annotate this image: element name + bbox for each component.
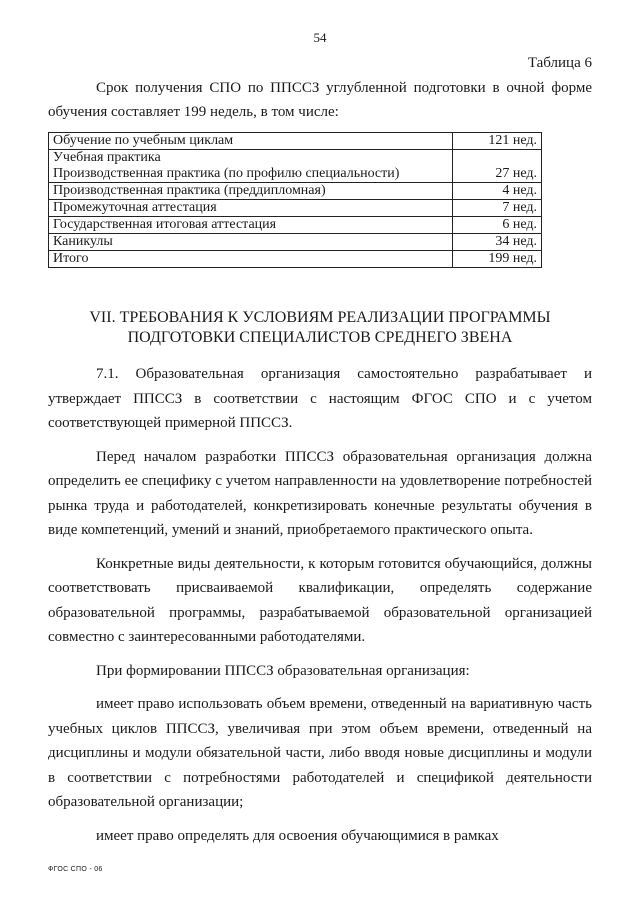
paragraph: При формировании ППССЗ образовательная организация: <box>96 662 470 679</box>
paragraph: Конкретные виды деятельности, к которым готовится обучающийся, должны соответствовать присваиваемой квалификации, определять содержание образовательной программы, разрабатываемой образовательной организацией совместно с заинтересованными работодателями. <box>48 555 592 645</box>
row-label-line: Производственная практика (по профилю специальности) <box>53 166 400 181</box>
row-label: Производственная практика (преддипломная) <box>49 183 453 200</box>
body-text <box>48 362 592 857</box>
row-value: 121 нед. <box>453 133 542 150</box>
row-label: Итого <box>49 251 453 268</box>
table-caption: Таблица 6 <box>527 55 592 71</box>
paragraph: Перед началом разработки ППССЗ образовательная организация должна определить ее специфику с учетом направленности на удовлетворение потребностей рынка труда и работодателей, конкретизировать конечные результаты обучения в виде компетенций, умений и знаний, приобретаемого практического опыта. <box>48 448 592 538</box>
row-value: 34 нед. <box>453 234 542 251</box>
row-label: Государственная итоговая аттестация <box>49 217 453 234</box>
row-label <box>49 150 453 183</box>
row-label: Промежуточная аттестация <box>49 200 453 217</box>
intro-paragraph: Срок получения СПО по ППССЗ углубленной подготовки в очной форме обучения составляет 199 недель, в том числе: <box>48 80 592 120</box>
row-value: 6 нед. <box>453 217 542 234</box>
paragraph: 7.1. Образовательная организация самостоятельно разрабатывает и утверждает ППССЗ в соответствии с настоящим ФГОС СПО и с учетом соответствующей примерной ППССЗ. <box>48 366 592 431</box>
table-row <box>49 234 542 251</box>
row-label: Каникулы <box>49 234 453 251</box>
row-value: 27 нед. <box>453 150 542 183</box>
table-row <box>49 183 542 200</box>
row-value: 7 нед. <box>453 200 542 217</box>
document-footer: ФГОС СПО - 06 <box>48 866 103 873</box>
study-schedule-table <box>48 132 542 268</box>
row-label: Обучение по учебным циклам <box>49 133 453 150</box>
paragraph: имеет право использовать объем времени, отведенный на вариативную часть учебных циклов ППССЗ, увеличивая при этом объем времени, отведенный на дисциплины и модули обязательной части, либо вводя новые дисциплины и модули в соответствии с потребностями работодателей и спецификой деятельности образовательной организации; <box>48 696 592 810</box>
row-label-line: Учебная практика <box>53 150 161 165</box>
table-row <box>49 150 542 183</box>
paragraph: имеет право определять для освоения обучающимися в рамках <box>96 827 499 844</box>
row-value: 4 нед. <box>453 183 542 200</box>
table-row <box>49 133 542 150</box>
table-row <box>49 200 542 217</box>
row-value: 199 нед. <box>453 251 542 268</box>
table-row <box>49 217 542 234</box>
table-row <box>49 251 542 268</box>
page-number: 54 <box>313 30 327 45</box>
section-heading: VII. ТРЕБОВАНИЯ К УСЛОВИЯМ РЕАЛИЗАЦИИ ПРОГРАММЫ ПОДГОТОВКИ СПЕЦИАЛИСТОВ СРЕДНЕГО ЗВЕНА <box>89 309 551 346</box>
